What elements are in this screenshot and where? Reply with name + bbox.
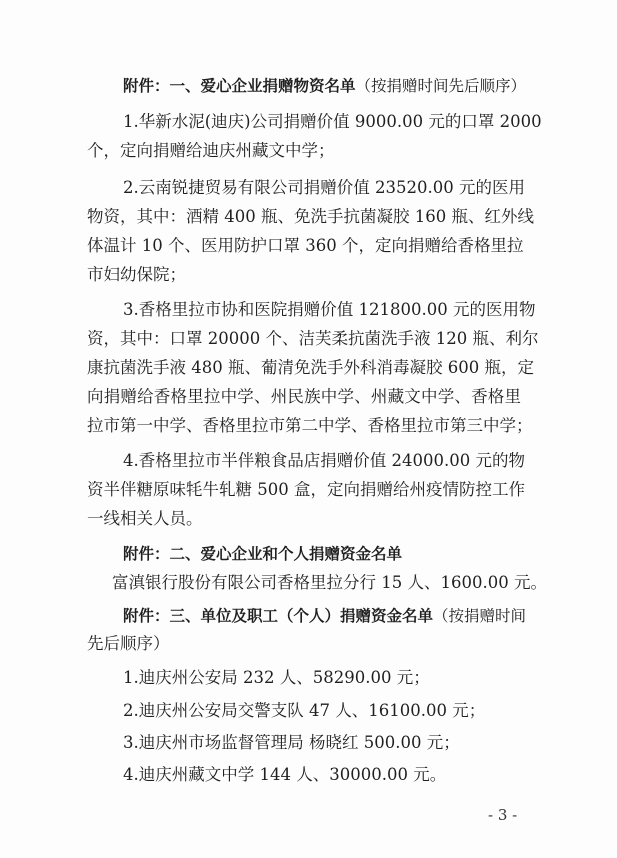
- section3-item1: 1.迪庆州公安局 232 人、58290.00 元；: [123, 668, 430, 687]
- section3-heading-note: （按捐赠时间: [433, 607, 527, 625]
- section1-item2-line2: 物资，其中：酒精 400 瓶、免洗手抗菌凝胶 160 瓶、红外线: [87, 207, 534, 226]
- section1-heading-note: （按捐赠时间先后顺序）: [355, 77, 527, 95]
- section1-item3-line2: 资，其中：口罩 20000 个、洁芙柔抗菌洗手液 120 瓶、利尔: [87, 329, 539, 348]
- section1-heading-text: 附件：一、爱心企业捐赠物资名单: [123, 77, 356, 95]
- section1-item3-line5: 拉市第一中学、香格里拉市第二中学、香格里拉市第三中学；: [87, 416, 533, 435]
- section1-item2-line4: 市妇幼保院；: [87, 265, 186, 284]
- section1-item1-line1: 1.华新水泥(迪庆)公司捐赠价值 9000.00 元的口罩 2000: [123, 112, 542, 131]
- section3-item4: 4.迪庆州藏文中学 144 人、30000.00 元。: [123, 765, 447, 784]
- section1-item2-line1: 2.云南锐捷贸易有限公司捐赠价值 23520.00 元的医用: [123, 178, 525, 197]
- section1-item1-line2: 个，定向捐赠给迪庆州藏文中学；: [87, 141, 335, 160]
- section1-item4-line1: 4.香格里拉市半伴粮食品店捐赠价值 24000.00 元的物: [123, 451, 525, 470]
- section1-item4-line3: 一线相关人员。: [87, 509, 203, 528]
- section3-item3: 3.迪庆州市场监督管理局 杨晓红 500.00 元；: [123, 733, 460, 752]
- section1-item4-line2: 资半伴糖原味牦牛轧糖 500 盒，定向捐赠给州疫情防控工作: [87, 480, 525, 499]
- section2-heading: 附件：二、爱心企业和个人捐赠资金名单: [123, 545, 403, 563]
- section3-heading-note-cont: 先后顺序）: [87, 634, 170, 653]
- page-number: - 3 -: [488, 806, 518, 824]
- section1-item3-line3: 康抗菌洗手液 480 瓶、葡清免洗手外科消毒凝胶 600 瓶，定: [87, 358, 534, 377]
- section1-item3-line1: 3.香格里拉市协和医院捐赠价值 121800.00 元的医用物: [123, 300, 536, 319]
- section1-heading: [123, 76, 526, 96]
- section1-item3-line4: 向捐赠给香格里拉中学、州民族中学、州藏文中学、香格里: [87, 387, 521, 406]
- section3-heading: [123, 606, 526, 626]
- section3-heading-text: 附件：三、单位及职工（个人）捐赠资金名单: [123, 607, 434, 625]
- section2-line1: 富滇银行股份有限公司香格里拉分行 15 人、1600.00 元。: [112, 573, 547, 592]
- section1-item2-line3: 体温计 10 个、医用防护口罩 360 个，定向捐赠给香格里拉: [87, 236, 524, 255]
- section3-item2: 2.迪庆州公安局交警支队 47 人、16100.00 元；: [123, 701, 486, 720]
